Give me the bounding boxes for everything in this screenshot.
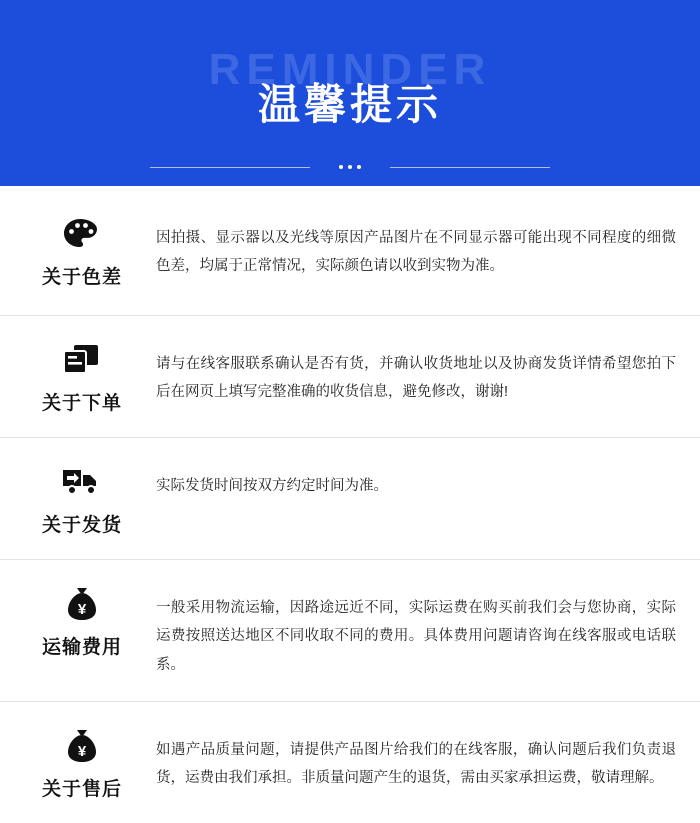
section-body-text: 因拍摄、显示器以及光线等原因产品图片在不同显示器可能出现不同程度的细微色差，均属于正常情况，实际颜色请以收到实物为准。 bbox=[156, 230, 676, 275]
delivery-truck-icon bbox=[60, 462, 104, 502]
money-bag-icon bbox=[60, 584, 104, 624]
section-body-text: 实际发货时间按双方约定时间为准。 bbox=[156, 478, 388, 494]
section-label: 关于发货 bbox=[41, 515, 122, 536]
section-body bbox=[140, 460, 676, 500]
section-body bbox=[140, 582, 676, 679]
section-body bbox=[140, 338, 676, 407]
section-label: 关于色差 bbox=[41, 267, 122, 288]
order-cards-icon bbox=[60, 340, 104, 380]
section-ordering bbox=[0, 316, 700, 438]
section-body-text: 一般采用物流运输，因路途远近不同，实际运费在购买前我们会与您协商，实际运费按照送达地区不同收取不同的费用。具体费用问题请咨询在线客服或电话联系。 bbox=[156, 600, 676, 673]
banner-ghost-text: REMINDER bbox=[208, 45, 492, 94]
banner-divider bbox=[150, 158, 550, 176]
money-bag-icon bbox=[60, 726, 104, 766]
section-body bbox=[140, 212, 676, 281]
divider-line-right bbox=[390, 167, 550, 168]
section-freight-cost bbox=[0, 560, 700, 702]
svg-text:¥: ¥ bbox=[77, 601, 87, 618]
section-icon-label-group bbox=[24, 212, 140, 289]
divider-dots bbox=[339, 158, 361, 176]
section-label: 运输费用 bbox=[41, 637, 122, 658]
section-body bbox=[140, 724, 676, 793]
section-color-difference bbox=[0, 186, 700, 316]
svg-text:¥: ¥ bbox=[77, 742, 87, 760]
section-shipping bbox=[0, 438, 700, 560]
reminder-sections bbox=[0, 186, 700, 823]
page-title: 温馨提示 bbox=[257, 81, 442, 128]
section-label: 关于下单 bbox=[41, 393, 122, 414]
section-label: 关于售后 bbox=[41, 778, 122, 800]
divider-dot bbox=[357, 165, 361, 169]
section-icon-label-group bbox=[24, 338, 140, 415]
section-body-text: 请与在线客服联系确认是否有货，并确认收货地址以及协商发货详情希望您拍下后在网页上填写完整准确的收货信息，避免修改，谢谢! bbox=[156, 356, 676, 401]
divider-dot bbox=[339, 165, 343, 169]
section-icon-label-group bbox=[24, 582, 140, 659]
section-after-sales bbox=[0, 702, 700, 823]
section-icon-label-group bbox=[24, 460, 140, 537]
divider-dot bbox=[348, 165, 352, 169]
section-body-text: 如遇产品质量问题，请提供产品图片给我们的在线客服，确认问题后我们负责退货，运费由我们承担。非质量问题产生的退货，需由买家承担运费，敬请理解。 bbox=[156, 741, 676, 787]
header-banner bbox=[0, 0, 700, 186]
section-icon-label-group bbox=[24, 724, 140, 801]
divider-line-left bbox=[150, 167, 310, 168]
palette-icon bbox=[60, 214, 104, 254]
